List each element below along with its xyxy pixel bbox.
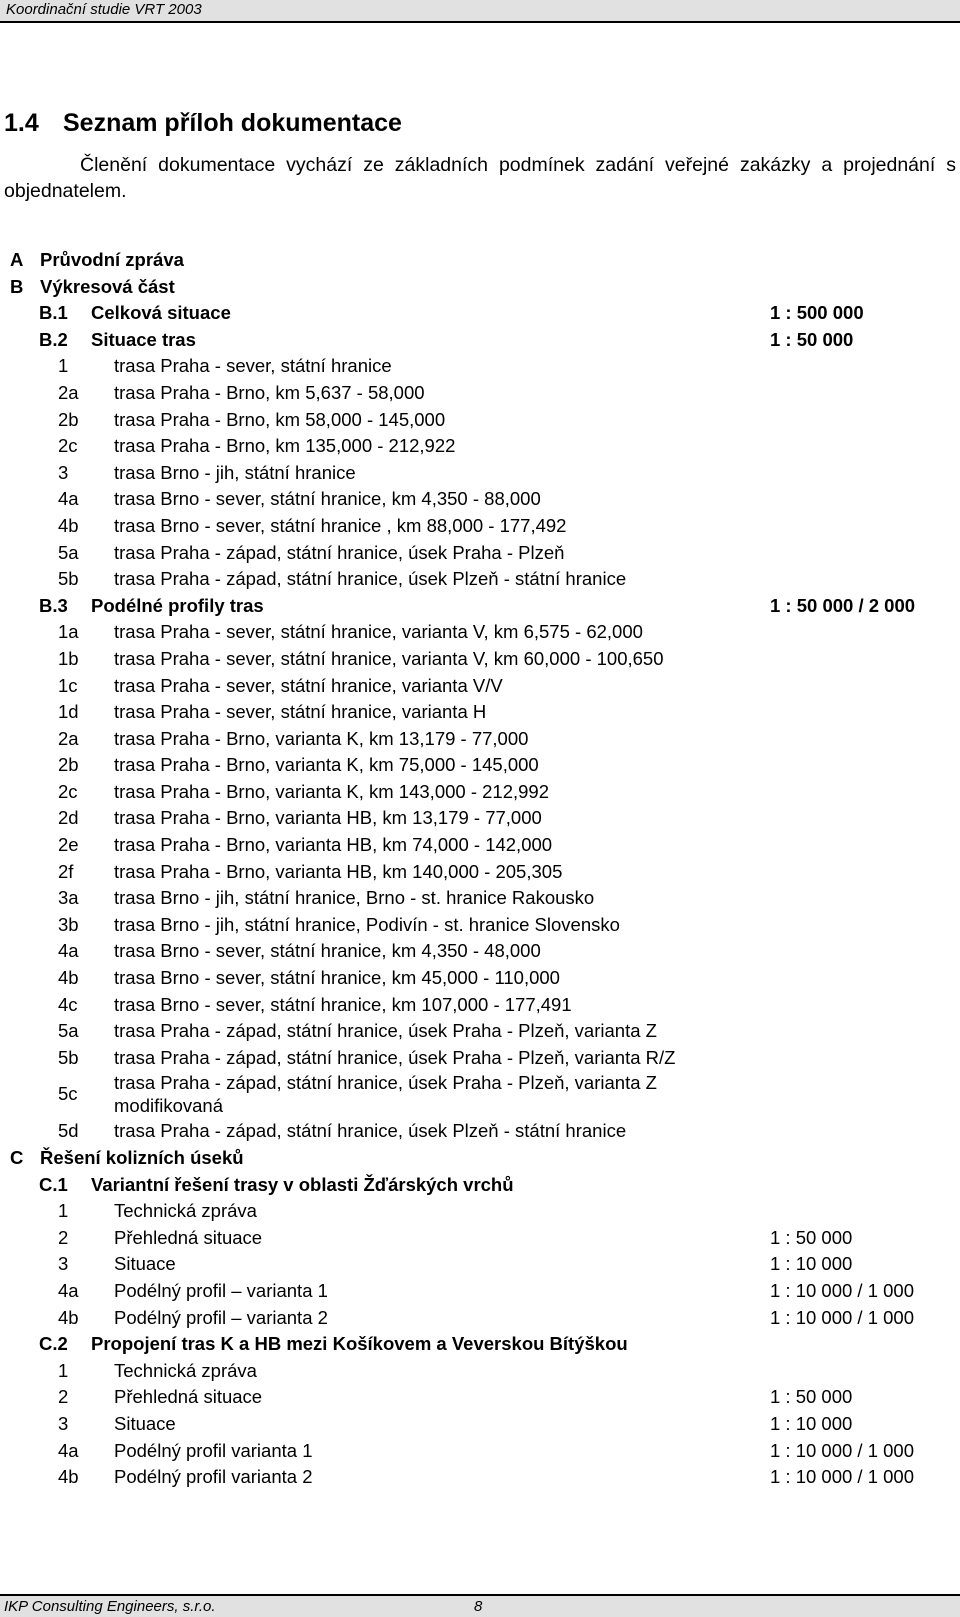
list-item [0,832,960,859]
item-code: 3b [58,913,79,935]
item-code: 3 [58,1412,69,1434]
item-code: C.1 [39,1173,68,1195]
item-label: Celková situace [91,302,231,324]
item-label: Podélný profil varianta 2 [114,1466,313,1488]
item-label: trasa Praha - Brno, varianta HB, km 140,000 - 205,305 [114,860,563,882]
item-label: Variantní řešení trasy v oblasti Žďárských vrchů [91,1173,514,1195]
item-code: 1d [58,701,79,723]
item-label: trasa Praha - sever, státní hranice, varianta V, km 60,000 - 100,650 [114,647,664,669]
item-code: 1a [58,621,79,643]
item-label: Přehledná situace [114,1386,263,1408]
item-label: Průvodní zpráva [40,249,184,270]
item-code: 2 [58,1226,69,1248]
item-code: 3 [58,461,69,483]
item-scale: 1 : 10 000 / 1 000 [770,1279,915,1301]
list-item [0,1331,960,1358]
item-label: trasa Praha - západ, státní hranice, úsek Praha - Plzeň, varianta Z modifikovaná [114,1072,657,1117]
item-code: 4b [58,1306,79,1328]
item-label: trasa Praha - Brno, varianta K, km 143,000 - 212,992 [114,780,549,802]
item-label: trasa Praha - sever, státní hranice, varianta V, km 6,575 - 62,000 [114,621,643,643]
item-label: Situace [114,1253,176,1275]
item-code: 2c [58,780,78,802]
item-code: 5b [58,568,79,590]
item-label: trasa Brno - sever, státní hranice , km 88,000 - 177,492 [114,514,567,536]
list-item [0,1045,960,1072]
list-item [0,1411,960,1438]
item-label: trasa Praha - Brno, varianta HB, km 13,179 - 77,000 [114,807,542,829]
list-item [0,752,960,779]
list-item [0,673,960,700]
item-scale: 1 : 50 000 / 2 000 [770,594,916,616]
item-label: trasa Brno - jih, státní hranice [114,461,356,483]
item-code: C [10,1147,24,1168]
item-label: trasa Brno - sever, státní hranice, km 45,000 - 110,000 [114,967,560,989]
item-code: B.1 [39,302,68,324]
list-item [0,1464,960,1491]
list-item [0,859,960,886]
list-item [0,593,960,620]
item-code: A [10,249,24,270]
item-label: trasa Brno - sever, státní hranice, km 4,350 - 48,000 [114,940,541,962]
list-item [0,1438,960,1465]
header-text: Koordinační studie VRT 2003 [6,1,202,18]
item-code: 4a [58,940,79,962]
item-code: 1 [58,1200,69,1222]
item-label: trasa Praha - Brno, varianta K, km 75,000 - 145,000 [114,754,539,776]
item-code: 5a [58,1020,79,1042]
list-item [0,1118,960,1145]
item-label: Podélný profil varianta 1 [114,1439,313,1461]
list-item [0,1225,960,1252]
list-item [0,779,960,806]
item-code: 2 [58,1386,69,1408]
item-code: 2e [58,834,79,856]
list-item [0,380,960,407]
list-item [0,805,960,832]
item-scale: 1 : 50 000 [770,328,854,350]
item-scale: 1 : 10 000 / 1 000 [770,1466,915,1488]
item-code: 2c [58,435,78,457]
item-code: 4a [58,1439,79,1461]
item-scale: 1 : 500 000 [770,302,864,324]
item-code: 4a [58,1279,79,1301]
item-code: 4c [58,993,78,1015]
list-item [0,1358,960,1385]
list-item [0,646,960,673]
list-item [0,247,960,274]
item-code: B.3 [39,594,68,616]
section-title [4,108,402,138]
list-item [0,1018,960,1045]
list-item [0,1071,960,1118]
item-label: trasa Praha - Brno, km 58,000 - 145,000 [114,408,446,430]
list-item [0,1172,960,1199]
item-label: trasa Brno - jih, státní hranice, Podivín - st. hranice Slovensko [114,913,620,935]
item-code: 2a [58,381,79,403]
item-code: 1b [58,647,79,669]
item-label: Technická zpráva [114,1359,257,1381]
attachment-list [0,247,960,1491]
item-label: Výkresová část [40,275,175,297]
item-label: trasa Brno - jih, státní hranice, Brno - st. hranice Rakousko [114,887,595,909]
list-item [0,1251,960,1278]
item-code: 5a [58,541,79,563]
item-label: trasa Brno - sever, státní hranice, km 107,000 - 177,491 [114,993,572,1015]
item-label: Řešení kolizních úseků [40,1147,244,1168]
list-item [0,566,960,593]
item-code: 1c [58,674,78,696]
item-scale: 1 : 50 000 [770,1386,853,1408]
item-scale: 1 : 50 000 [770,1226,853,1248]
list-item [0,407,960,434]
item-label: Technická zpráva [114,1200,257,1222]
page-number: 8 [474,1598,483,1615]
item-code: 2b [58,408,79,430]
item-code: 4b [58,514,79,536]
item-code: B.2 [39,328,68,350]
item-code: 4a [58,488,79,510]
item-label: trasa Praha - západ, státní hranice, úsek Plzeň - státní hranice [114,568,627,590]
item-label: trasa Praha - sever, státní hranice [114,355,392,377]
item-code: 1 [58,1359,69,1381]
item-scale: 1 : 10 000 [770,1412,853,1434]
item-scale: 1 : 10 000 / 1 000 [770,1439,915,1461]
page-header [0,0,960,23]
item-code: 5c [58,1083,78,1105]
item-label: Situace [114,1412,176,1434]
item-label: Podélný profil – varianta 1 [114,1279,328,1301]
item-label: trasa Praha - západ, státní hranice, úsek Plzeň - státní hranice [114,1120,627,1142]
item-code: 3a [58,887,79,909]
item-label: trasa Praha - západ, státní hranice, úsek Praha - Plzeň [114,541,565,563]
item-label: Propojení tras K a HB mezi Košíkovem a Veverskou Bítýškou [91,1333,628,1355]
list-item [0,274,960,301]
list-item [0,726,960,753]
item-label: trasa Praha - Brno, km 5,637 - 58,000 [114,381,425,403]
list-item [0,540,960,567]
list-item [0,992,960,1019]
item-label: trasa Praha - sever, státní hranice, varianta V/V [114,674,503,696]
list-item [0,433,960,460]
item-label: trasa Praha - Brno, varianta HB, km 74,000 - 142,000 [114,834,553,856]
section-number: 1.4 [4,109,39,137]
list-item [0,353,960,380]
item-code: 5b [58,1046,79,1068]
list-item [0,1198,960,1225]
item-code: 2f [58,860,74,882]
list-item [0,1278,960,1305]
item-label: trasa Praha - západ, státní hranice, úsek Praha - Plzeň, varianta R/Z [114,1046,676,1068]
list-item [0,460,960,487]
item-code: 3 [58,1253,69,1275]
item-code: 1 [58,355,69,377]
list-item [0,1384,960,1411]
item-code: B [10,275,24,297]
item-label: trasa Praha - sever, státní hranice, varianta H [114,701,487,723]
list-item [0,885,960,912]
list-item [0,1145,960,1172]
item-code: 2d [58,807,79,829]
list-item [0,912,960,939]
list-item [0,486,960,513]
list-item [0,938,960,965]
list-item [0,327,960,354]
item-label: Přehledná situace [114,1226,263,1248]
list-item [0,300,960,327]
item-code: 5d [58,1120,79,1142]
item-scale: 1 : 10 000 [770,1253,853,1275]
intro-paragraph: Členění dokumentace vychází ze základních podmínek zadání veřejné zakázky a projednání s objednatelem. [4,154,956,202]
item-code: 2b [58,754,79,776]
section-heading: Seznam příloh dokumentace [63,109,402,137]
list-item [0,1305,960,1332]
item-label: Podélné profily tras [91,594,264,616]
item-label: Situace tras [91,328,196,350]
item-label: trasa Praha - Brno, km 135,000 - 212,922 [114,435,456,457]
list-item [0,699,960,726]
list-item [0,619,960,646]
item-code: 4b [58,1466,79,1488]
item-label: trasa Brno - sever, státní hranice, km 4,350 - 88,000 [114,488,541,510]
item-scale: 1 : 10 000 / 1 000 [770,1306,915,1328]
item-label: trasa Praha - západ, státní hranice, úsek Praha - Plzeň, varianta Z [114,1020,657,1042]
item-label: trasa Praha - Brno, varianta K, km 13,179 - 77,000 [114,727,529,749]
list-item [0,513,960,540]
item-label: Podélný profil – varianta 2 [114,1306,328,1328]
list-item [0,965,960,992]
footer-company: IKP Consulting Engineers, s.r.o. [4,1598,216,1615]
item-code: C.2 [39,1333,68,1355]
item-code: 2a [58,727,79,749]
item-code: 4b [58,967,79,989]
